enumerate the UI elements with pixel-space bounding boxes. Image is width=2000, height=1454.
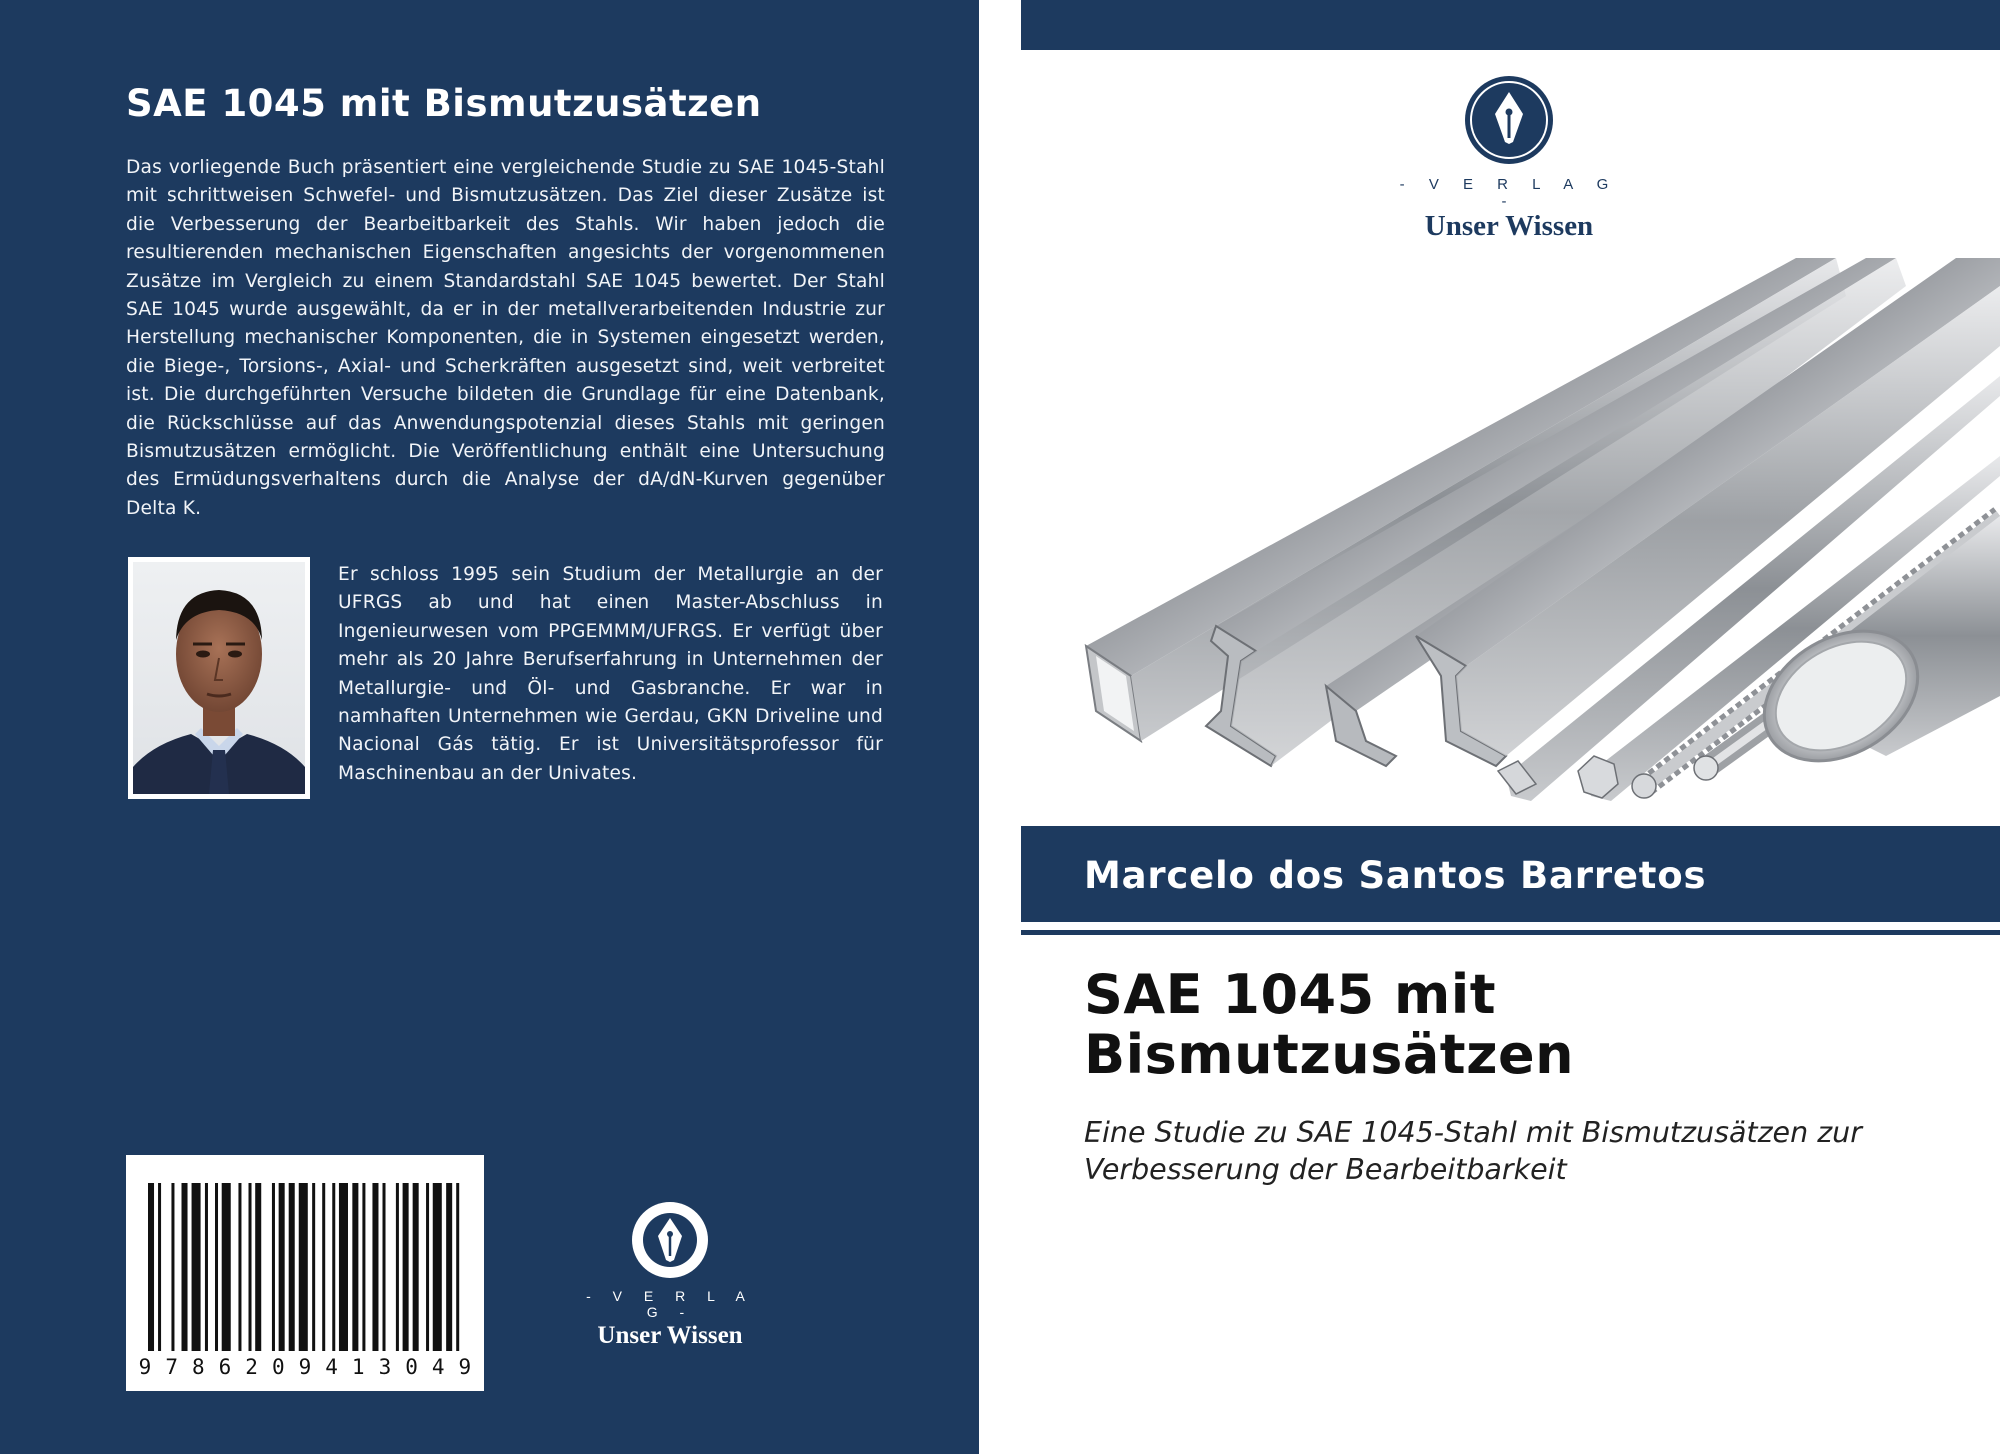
barcode-bar — [372, 1183, 378, 1351]
barcode-bar — [182, 1183, 188, 1351]
spine — [979, 0, 1021, 1454]
barcode-bar — [362, 1183, 365, 1351]
isbn-digit: 7 — [165, 1355, 178, 1379]
publisher-name: Unser Wissen — [597, 1322, 743, 1349]
barcode-bar — [446, 1183, 452, 1351]
book-title: SAE 1045 mit Bismutzusätzen — [1084, 963, 1575, 1086]
isbn-digit: 0 — [405, 1355, 418, 1379]
barcode-bar — [383, 1183, 386, 1351]
barcode-bar — [289, 1183, 295, 1351]
back-cover — [0, 0, 979, 1454]
barcode-bar — [322, 1183, 325, 1351]
isbn-digit: 9 — [298, 1355, 312, 1379]
publisher-logo-back — [580, 1200, 760, 1350]
barcode-bar — [426, 1183, 429, 1351]
isbn-digit: 1 — [351, 1355, 365, 1379]
publisher-name: Unser Wissen — [1424, 210, 1594, 242]
barcode-bar — [456, 1183, 459, 1351]
barcode-bar — [396, 1183, 399, 1351]
front-cover — [1021, 0, 2000, 1454]
barcode-bar — [272, 1183, 275, 1351]
book-blurb: Das vorliegende Buch präsentiert eine vergleichende Studie zu SAE 1045-Stahl mit schrittweisen Schwefel- und Bismutzusätzen. Das Ziel dieser Zusätze ist die Verbesserung der Bearbeitbarkeit des Stahls. Wir haben jedoch die resultierenden mechanischen Eigenschaften angesichts der vorgenommenen Zusätze im Vergleich zu einem Standardstahl SAE 1045 bewertet. Der Stahl SAE 1045 wurde ausgewählt, da er in der metallverarbeitenden Industrie zur Herstellung mechanischer Komponenten, die in Systemen eingesetzt werden, die Biege-, Torsions-, Axial- und Scherkräften ausgesetzt sind, weit verbreitet ist. Die durchgeführten Versuche bildeten die Grundlage für eine Datenbank, die Rückschlüsse auf das Anwendungspotenzial dieses Stahls mit geringen Bismutzusätzen ermöglicht. Die Veröffentlichung enthält eine Untersuchung des Ermüdungsverhaltens durch die Analyse der dA/dN-Kurven gegenüber Delta K. — [126, 157, 885, 519]
publisher-verlag-label: - V E R L A G - — [586, 1288, 754, 1320]
isbn-digit: 8 — [191, 1355, 205, 1379]
isbn-digit: 4 — [325, 1355, 338, 1379]
divider — [1021, 930, 2000, 935]
barcode-bar — [215, 1183, 218, 1351]
isbn-number — [132, 1355, 478, 1379]
barcode-bar — [433, 1183, 442, 1351]
isbn-digit: 0 — [271, 1355, 285, 1379]
author-photo — [128, 557, 310, 799]
steel-profiles-photo — [1066, 256, 2000, 808]
isbn-digit: 2 — [245, 1355, 258, 1379]
barcode-bar — [279, 1183, 285, 1351]
barcode-bar — [148, 1183, 154, 1351]
isbn-digit: 4 — [431, 1355, 445, 1379]
isbn-barcode — [126, 1155, 484, 1391]
isbn-digit: 9 — [458, 1355, 472, 1379]
publisher-verlag-label: - V E R L A G - — [1399, 176, 1619, 210]
isbn-digit: 6 — [218, 1355, 232, 1379]
author-bar — [1021, 826, 2000, 922]
barcode-bar — [339, 1183, 348, 1351]
fountain-pen-nib-icon — [1463, 74, 1555, 166]
barcode-bar — [158, 1183, 161, 1351]
barcode-bar — [171, 1183, 174, 1351]
top-bar — [1021, 0, 2000, 50]
fountain-pen-nib-icon — [630, 1200, 710, 1280]
barcode-bar — [205, 1183, 208, 1351]
barcode-bar — [192, 1183, 201, 1351]
author-bio: Er schloss 1995 sein Studium der Metallurgie an der UFRGS ab und hat einen Master-Abschluss in Ingenieurwesen vom PPGEMMM/UFRGS. Er verfügt über mehr als 20 Jahre Berufserfahrung in Unternehmen der Metallurgie- und Öl- und Gasbranche. Er war in namhaften Unternehmen wie Gerdau, GKN Driveline und Nacional Gás tätig. Er ist Universitätsprofessor für Maschinenbau an der Univates. — [338, 564, 883, 784]
barcode-bar — [352, 1183, 358, 1351]
barcode-bar — [255, 1183, 261, 1351]
barcode-bar — [403, 1183, 409, 1351]
publisher-logo-front — [1389, 74, 1629, 243]
barcode-bar — [238, 1183, 241, 1351]
barcode-bar — [312, 1183, 315, 1351]
barcode-bar — [299, 1183, 308, 1351]
barcode-bar — [413, 1183, 419, 1351]
back-cover-title: SAE 1045 mit Bismutzusätzen — [126, 82, 762, 125]
author-name: Marcelo dos Santos Barretos — [1084, 854, 1707, 897]
author-portrait-photo — [133, 562, 305, 794]
isbn-digit: 3 — [378, 1355, 392, 1379]
barcode-bar — [332, 1183, 335, 1351]
isbn-digit: 9 — [138, 1355, 152, 1379]
book-subtitle: Eine Studie zu SAE 1045-Stahl mit Bismutzusätzen zur Verbesserung der Bearbeitbarkeit — [1084, 1116, 1862, 1186]
barcode-bar — [249, 1183, 252, 1351]
barcode-bar — [222, 1183, 231, 1351]
